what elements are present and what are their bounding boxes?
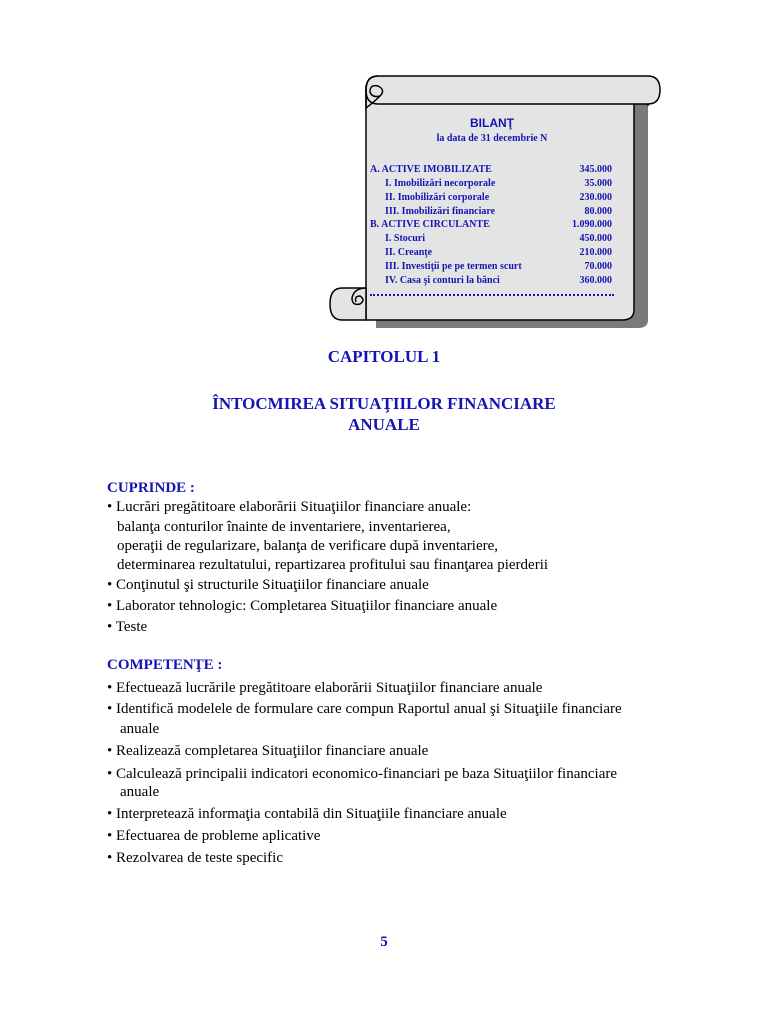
- bilant-dotted-line: [370, 294, 614, 296]
- competente-line: anuale: [120, 784, 160, 800]
- bilant-scroll: [326, 72, 662, 328]
- cuprinde-line: • Lucrări pregătitoare elaborării Situaţiilor financiare anuale:: [107, 499, 472, 515]
- cuprinde-line: operaţii de regularizare, balanţa de verificare după inventariere,: [117, 538, 499, 554]
- cuprinde-line: • Laborator tehnologic: Completarea Situaţiilor financiare anuale: [107, 598, 498, 614]
- bilant-subtitle: la data de 31 decembrie N: [436, 133, 548, 144]
- bilant-row-active-imobilizate: A. ACTIVE IMOBILIZATE 345.000: [370, 164, 612, 175]
- competente-line: • Interpretează informaţia contabilă din Situaţiile financiare anuale: [107, 806, 507, 822]
- bilant-row-imobilizari-corporale: II. Imobilizări corporale 230.000: [385, 192, 612, 203]
- chapter-title-line2: ANUALE: [348, 415, 420, 434]
- bilant-row-casa-conturi: IV. Casa şi conturi la bănci 360.000: [385, 275, 612, 286]
- cuprinde-line: balanţa conturilor înainte de inventariere, inventarierea,: [117, 519, 451, 535]
- bilant-row-stocuri: I. Stocuri 450.000: [385, 233, 612, 244]
- page-number: 5: [380, 934, 388, 950]
- bilant-row-imobilizari-financiare: III. Imobilizări financiare 80.000: [385, 206, 612, 217]
- cuprinde-line: • Conţinutul şi structurile Situaţiilor financiare anuale: [107, 577, 429, 593]
- bilant-row-active-circulante: B. ACTIVE CIRCULANTE 1.090.000: [370, 219, 612, 230]
- competente-line: • Identifică modelele de formulare care compun Raportul anual şi Situaţiile financiare: [107, 701, 622, 717]
- competente-line: • Efectuează lucrările pregătitoare elaborării Situaţiilor financiare anuale: [107, 680, 543, 696]
- competente-heading: COMPETENŢE :: [107, 657, 223, 673]
- chapter-number: CAPITOLUL 1: [327, 347, 441, 366]
- chapter-title-line1: ÎNTOCMIREA SITUAŢIILOR FINANCIARE: [212, 394, 556, 413]
- bilant-row-investitii: III. Investiţii pe pe termen scurt 70.000: [385, 261, 612, 272]
- competente-line: • Rezolvarea de teste specific: [107, 850, 283, 866]
- bilant-row-creante: II. Creanţe 210.000: [385, 247, 612, 258]
- competente-line: • Realizează completarea Situaţiilor financiare anuale: [107, 743, 429, 759]
- cuprinde-line: determinarea rezultatului, repartizarea profitului sau finanţarea pierderii: [117, 557, 549, 573]
- competente-line: anuale: [120, 721, 160, 737]
- competente-line: • Calculează principalii indicatori economico-financiari pe baza Situaţiilor financiare: [107, 766, 618, 782]
- bilant-row-imobilizari-necorporale: I. Imobilizări necorporale 35.000: [385, 178, 612, 189]
- competente-line: • Efectuarea de probleme aplicative: [107, 828, 321, 844]
- bilant-content: [326, 72, 662, 328]
- cuprinde-heading: CUPRINDE :: [107, 480, 195, 496]
- cuprinde-line: • Teste: [107, 619, 148, 635]
- bilant-title: BILANŢ: [470, 116, 514, 130]
